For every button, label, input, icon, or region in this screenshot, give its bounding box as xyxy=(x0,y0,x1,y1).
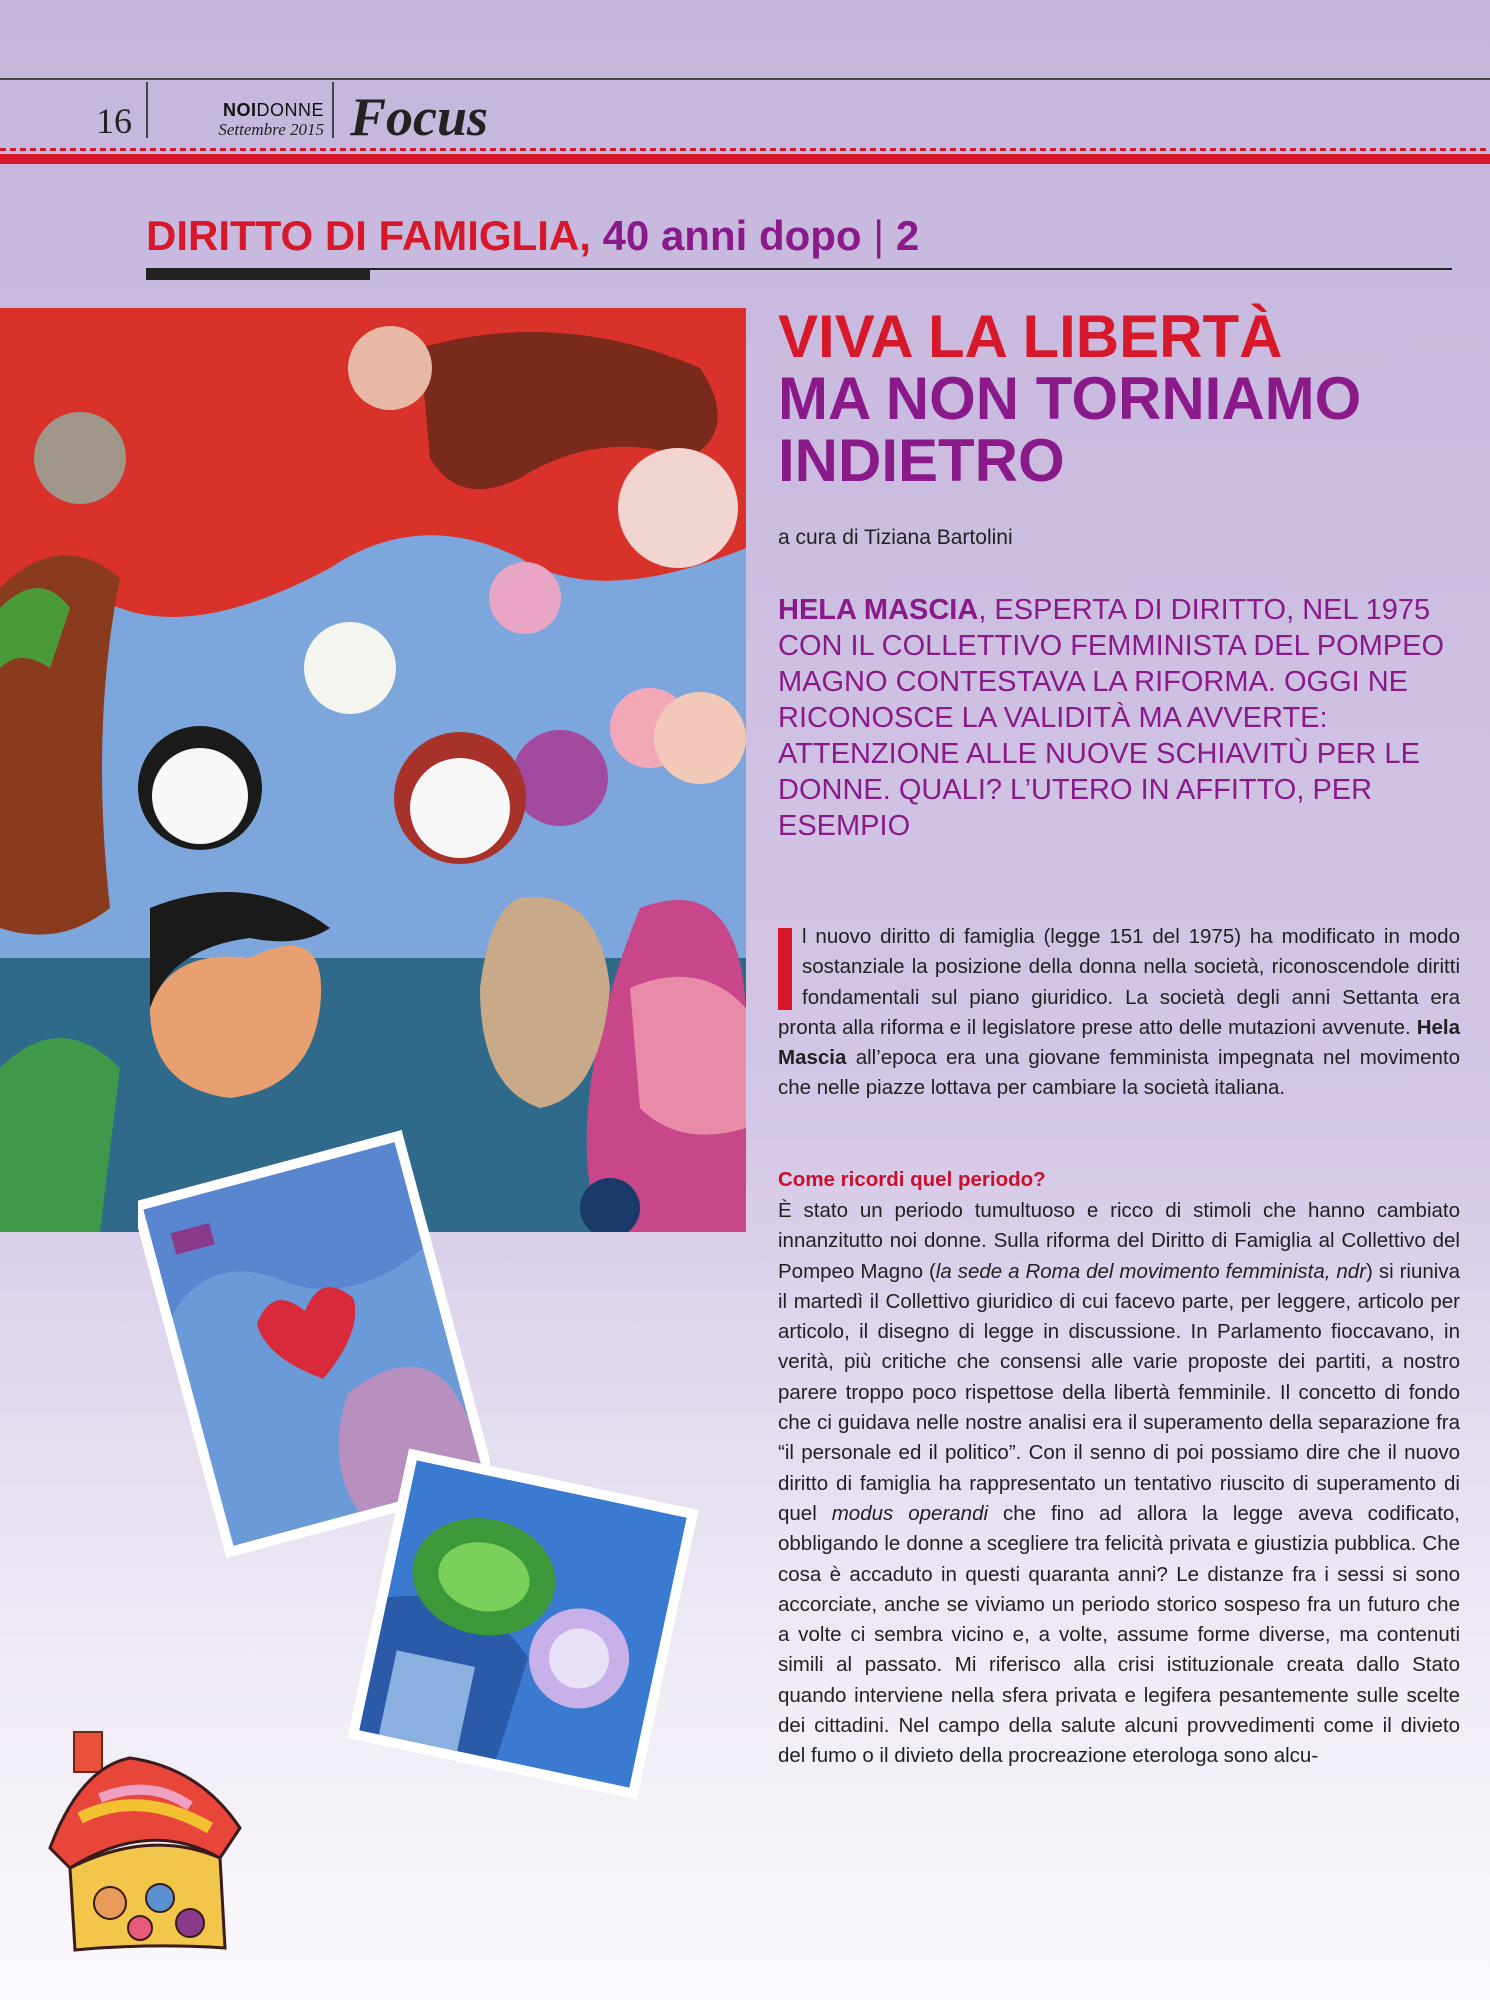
children-painting-faces xyxy=(0,308,746,1232)
header-rule xyxy=(0,78,1490,80)
header-divider xyxy=(332,82,334,138)
magazine-name: NOIDONNE xyxy=(222,100,324,120)
lead-paragraph: l nuovo diritto di famiglia (legge 151 del 1975) ha modificato in modo sostanziale la posizione della donna nella società, riconoscendole diritti fondamentali sul piano giuridico. La società degli anni Settanta era pronta alla riforma e il legislatore prese atto delle mutazioni avvenute. Hela Mascia all’epoca era una giovane femminista impegnata nel movimento che nelle piazze lottava per cambiare la società italiana. xyxy=(778,925,1460,1100)
standfirst: HELA MASCIA, ESPERTA DI DIRITTO, NEL 1975 CON IL COLLETTIVO FEMMINISTA DEL POMPEO MAGNO CONTESTAVA LA RIFORMA. OGGI NE RICONOSCE LA VALIDITÀ MA AVVERTE: ATTENZIONE ALLE NUOVE SCHIAVITÙ PER LE DONNE. QUALI? L’UTERO IN AFFITTO, PER ESEMPIO xyxy=(778,594,1445,842)
interview-question: Come ricordi quel periodo? xyxy=(778,1168,1046,1191)
article-headline: VIVA LA LIBERTÀ MA NON TORNIAMO INDIETRO xyxy=(778,303,1362,494)
issue-date: Settembre 2015 xyxy=(218,120,324,139)
page-number: 16 xyxy=(96,101,132,141)
header-dashed-rule xyxy=(0,148,1490,151)
drop-cap xyxy=(778,928,792,1010)
kicker-bar xyxy=(146,270,370,280)
header-divider xyxy=(146,82,148,138)
byline: a cura di Tiziana Bartolini xyxy=(778,526,1013,549)
section-title: Focus xyxy=(350,87,489,147)
interview-answer: È stato un periodo tumultuoso e ricco di stimoli che hanno cambiato innanzitutto noi donne. Sulla riforma del Diritto di Famiglia al Collettivo del Pompeo Magno (la sede a Roma del movimento femminista, ndr) si riuniva il martedì il Collettivo giuridico di cui facevo parte, per leggere, articolo per articolo, il disegno di legge in discussione. In Parlamento fioccavano, in verità, più critiche che consensi alle varie proposte dei partiti, a nostro parere troppo poco rispettose della libertà femminile. Il concetto di fondo che ci guidava nelle nostre analisi era il superamento della separazione fra “il personale ed il politico”. Con il senno di poi possiamo dire che il nuovo diritto di famiglia ha rappresentato un tentativo riuscito di superamento di quel modus operandi che fino ad allora la legge aveva codificato, obbligando le donne a scegliere tra felicità privata e giustizia pubblica. Che cosa è accaduto in questi quaranta anni? Le distanze fra i sessi si sono accorciate, anche se viviamo un periodo storico sospeso fra un futuro che a volte ci sembra vicino e, a volte, assume forme diverse, ma contenuti simili al passato. Mi riferisco alla crisi istituzionale creata dallo Stato quando interviene nella sfera privata e legifera pesantemente sulle scelte dei cittadini. Nel campo della salute alcuni provvedimenti come il divieto del fumo o il divieto della procreazione eterologa sono alcu- xyxy=(778,1199,1460,1768)
series-kicker: DIRITTO DI FAMIGLIA, 40 anni dopo | 2 xyxy=(146,212,920,259)
header-red-band xyxy=(0,154,1490,164)
painting-detail-turtle xyxy=(334,1430,712,1818)
house-illustration xyxy=(40,1728,256,1954)
